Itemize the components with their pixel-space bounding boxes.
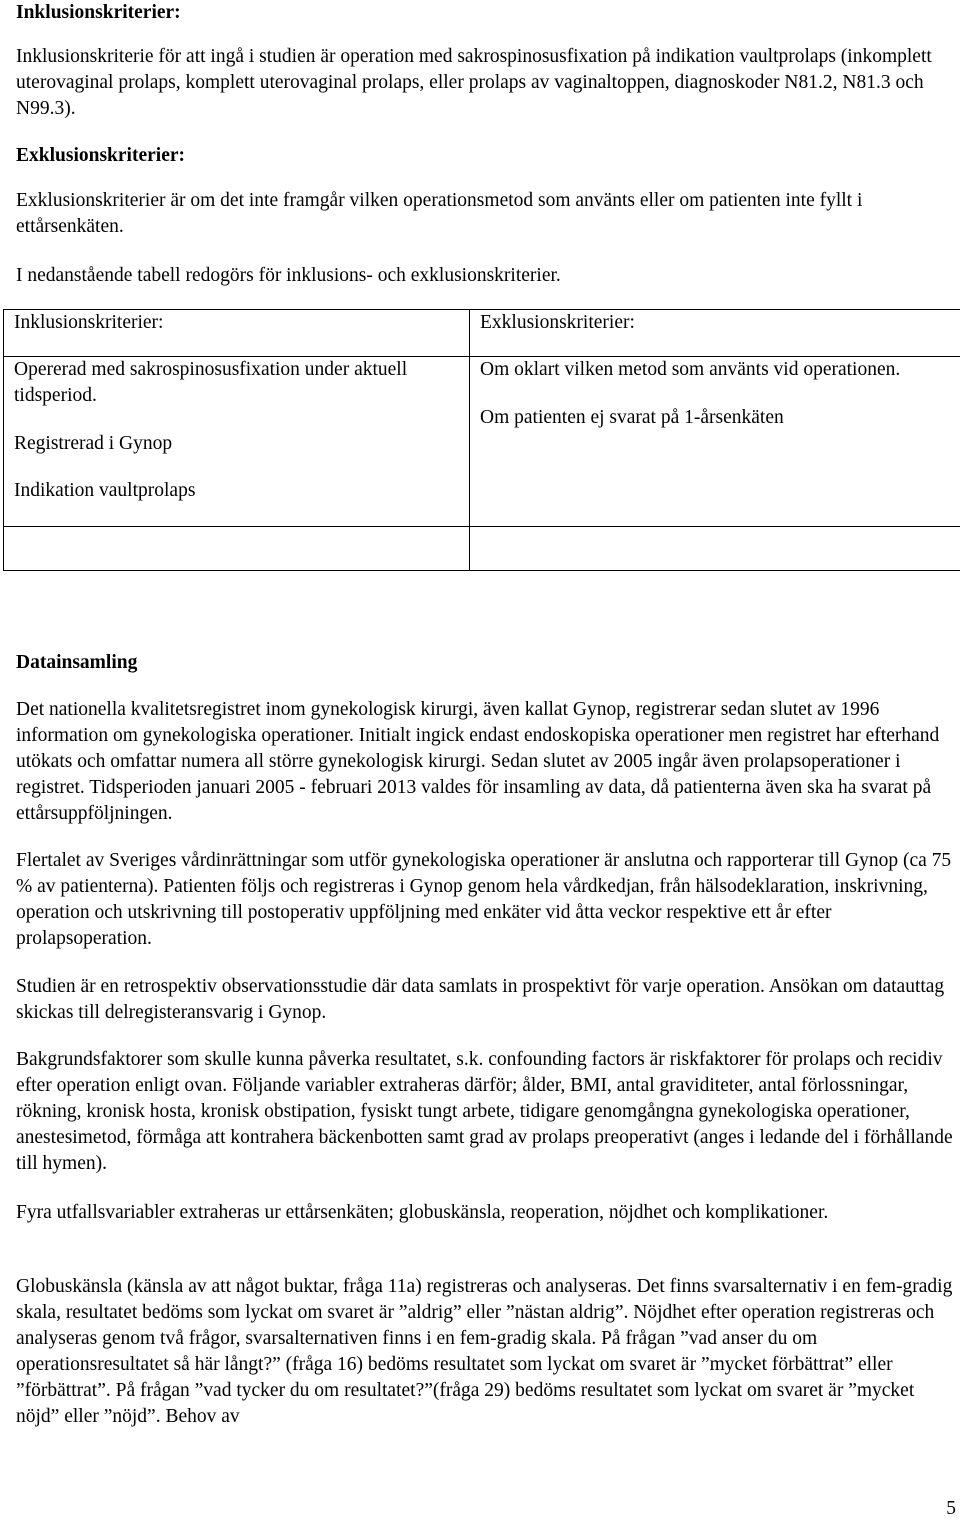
table-row [4, 357, 960, 527]
table-header-inclusion: Inklusionskriterier: [4, 310, 470, 357]
body-paragraph: Globuskänsla (känsla av att något buktar, fråga 11a) registreras och analyseras. Det finns svarsalternativ i en fem-gradig skala, resultatet bedöms som lyckat om svaret är ”aldrig” eller ”nästan aldrig”. Nöjdhet efter operation registreras och analyseras genom två frågor, svarsalternativen finns i en fem-gradig skala. På frågan ”vad anser du om operationsresultatet så här långt?” (fråga 16) bedöms resultatet som lyckat om svaret är ”mycket förbättrat” eller ”förbättrat”. På frågan ”vad tycker du om resultatet?”(fråga 29) bedöms resultatet som lyckat om svaret är ”mycket nöjd” eller ”nöjd”. Behov av [16, 1274, 956, 1430]
empty-cell [4, 527, 470, 571]
exclusion-text: Exklusionskriterier är om det inte framgår vilken operationsmetod som använts eller om patienten inte fyllt i ettårsenkäten. [16, 188, 956, 240]
exclusion-cell [470, 357, 960, 527]
table-intro: I nedanstående tabell redogörs för inklusions- och exklusionskriterier. [16, 263, 561, 289]
datainsamling-heading: Datainsamling [16, 650, 137, 676]
inclusion-item: Opererad med sakrospinosusfixation under aktuell tidsperiod. [14, 357, 459, 409]
exclusion-heading: Exklusionskriterier: [16, 143, 185, 169]
criteria-table [3, 309, 960, 571]
body-paragraph: Bakgrundsfaktorer som skulle kunna påverka resultatet, s.k. confounding factors är riskfaktorer för prolaps och recidiv efter operation enligt ovan. Följande variabler extraheras därför; ålder, BMI, antal graviditeter, antal förlossningar, rökning, kronisk hosta, kronisk obstipation, fysiskt tungt arbete, tidigare genomgångna gynekologiska operationer, anestesimetod, förmåga att kontrahera bäckenbotten samt grad av prolaps preoperativt (anges i ledande del i förhållande till hymen). [16, 1047, 956, 1177]
table-row-empty [4, 527, 960, 571]
inclusion-item: Registrerad i Gynop [14, 431, 459, 457]
inclusion-item: Indikation vaultprolaps [14, 478, 459, 504]
inclusion-text: Inklusionskriterie för att ingå i studien är operation med sakrospinosusfixation på indikation vaultprolaps (inkomplett uterovaginal prolaps, komplett uterovaginal prolaps, eller prolaps av vaginaltoppen, diagnoskoder N81.2, N81.3 och N99.3). [16, 44, 951, 122]
inclusion-heading: Inklusionskriterier: [16, 0, 181, 26]
body-paragraph: Flertalet av Sveriges vårdinrättningar som utför gynekologiska operationer är anslutna och rapporterar till Gynop (ca 75 % av patienterna). Patienten följs och registreras i Gynop genom hela vårdkedjan, från hälsodeklaration, inskrivning, operation och utskrivning till postoperativ uppföljning med enkäter vid åtta veckor respektive ett år efter prolapsoperation. [16, 848, 956, 952]
table-header-exclusion: Exklusionskriterier: [470, 310, 960, 357]
page-number: 5 [946, 1496, 956, 1522]
body-paragraph: Det nationella kvalitetsregistret inom gynekologisk kirurgi, även kallat Gynop, registrerar sedan slutet av 1996 information om gynekologiska operationer. Initialt ingick endast endoskopiska operationer men registret har efterhand utökats och omfattar numera all större gynekologisk kirurgi. Sedan slutet av 2005 ingår även prolapsoperationer i registret. Tidsperioden januari 2005 - februari 2013 valdes för insamling av data, då patienterna även ska ha svarat på ettårsuppföljningen. [16, 697, 956, 827]
table-header-row [4, 310, 960, 357]
exclusion-item: Om oklart vilken metod som använts vid operationen. [480, 357, 950, 383]
body-paragraph: Fyra utfallsvariabler extraheras ur ettårsenkäten; globuskänsla, reoperation, nöjdhet och komplikationer. [16, 1200, 956, 1226]
exclusion-item: Om patienten ej svarat på 1-årsenkäten [480, 405, 950, 431]
empty-cell [470, 527, 960, 571]
inclusion-cell [4, 357, 470, 527]
body-paragraph: Studien är en retrospektiv observationsstudie där data samlats in prospektivt för varje operation. Ansökan om datauttag skickas till delregisteransvarig i Gynop. [16, 974, 956, 1026]
